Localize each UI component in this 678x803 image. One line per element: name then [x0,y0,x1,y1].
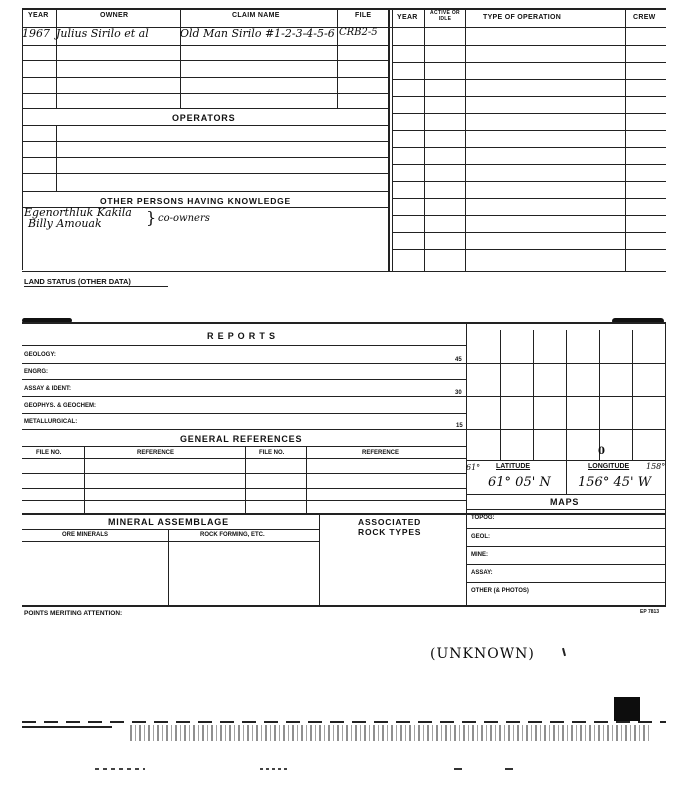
claims-file-header: FILE [355,12,372,19]
mineral-col-divider [168,529,169,606]
quad-grid-row [466,363,665,364]
activity-row-line [392,113,666,114]
report-metallurgical: METALLURGICAL: [24,419,78,425]
operators-row-line [22,173,388,174]
reports-row-line [22,363,466,364]
report-geophys: GEOPHYS. & GEOCHEM: [24,403,97,409]
reports-top-border [22,322,666,324]
associated-label: ASSOCIATED [358,517,422,527]
scan-noise-line [260,768,290,770]
maps-other: OTHER (& PHOTOS) [471,588,529,594]
stray-mark [562,648,566,656]
activity-row-line [392,181,666,182]
operators-row-line [22,157,388,158]
operators-title: OPERATORS [172,113,236,123]
claim-year-entry: 1967 [22,27,50,40]
quad-grid-row [466,396,665,397]
left-border [22,8,23,270]
scan-noise-line [95,768,145,770]
genref-col-divider [245,446,246,513]
activity-row-line [392,147,666,148]
report-metallurgical-num: 15 [456,423,463,429]
lat-degree-left: 61° [466,463,481,472]
points-meriting-label: POINTS MERITING ATTENTION: [24,610,123,617]
longitude-label: LONGITUDE [588,463,630,470]
mineral-bottom-border [22,605,666,607]
reports-row-line [22,429,466,430]
genref-reference-1: REFERENCE [137,450,175,456]
maps-geol: GEOL: [471,534,490,540]
quad-grid-line [632,330,633,460]
mineral-header-line [22,529,319,530]
claims-row-line [22,93,388,94]
maps-line [466,528,665,529]
genref-header-line [22,446,466,447]
reports-header-line [22,345,466,346]
genref-row-line [22,473,466,474]
rock-types-label: ROCK TYPES [358,527,422,537]
genref-file-no-1: FILE NO. [36,450,62,456]
land-status-label: LAND STATUS (OTHER DATA) [24,277,131,286]
other-persons-title: OTHER PERSONS HAVING KNOWLEDGE [100,196,292,206]
maps-line [466,582,665,583]
mineral-subheader-line [22,541,319,542]
latitude-label: LATITUDE [496,463,531,470]
form-number: EP 7813 [640,609,660,615]
claims-row-line [22,108,388,109]
quad-grid-line [599,330,600,460]
assoc-col-divider [319,513,320,606]
activity-row-line [392,215,666,216]
reports-title: R E P O R T S [207,331,276,341]
latlon-divider [566,460,567,494]
scan-block [614,697,640,721]
mineral-assemblage-title: MINERAL ASSEMBLAGE [108,517,229,527]
latitude-value: 61° 05' N [488,475,551,490]
genref-col-divider [84,446,85,513]
scan-noise-band [130,725,650,741]
claims-claim-name-header: CLAIM NAME [232,12,280,19]
activity-year-header: YEAR [397,14,418,21]
claim-owner-entry: Julius Sirilo et al [56,27,149,40]
activity-active-idle-header: ACTIVE OR IDLE [430,10,460,22]
activity-row-line [392,249,666,250]
activity-row-line [392,164,666,165]
claims-year-header: YEAR [28,12,49,19]
reports-row-line [22,396,466,397]
scan-noise-line [22,726,112,728]
operators-header-line [22,125,388,126]
report-assay-num: 30 [455,390,462,396]
activity-row-line [392,62,666,63]
scan-noise-line [22,721,666,723]
reports-row-line [22,413,466,414]
upper-section-bottom [22,271,666,272]
quad-grid-line [533,330,534,460]
genref-reference-2: REFERENCE [362,450,400,456]
activity-row-line [392,96,666,97]
quadrangle-mark: 0 [598,446,605,457]
genref-col-divider [306,446,307,513]
lon-degree-right: 158° [646,462,666,471]
genref-file-no-2: FILE NO. [259,450,285,456]
maps-assay: ASSAY: [471,570,493,576]
other-person-1: Egenorthluk Kakila [24,206,132,219]
maps-mine: MINE: [471,552,488,558]
longitude-value: 156° 45' W [578,475,652,490]
quad-grid-row [466,429,665,430]
unknown-note: (UNKNOWN) [430,646,535,662]
claims-row-line [22,77,388,78]
ore-minerals-label: ORE MINERALS [62,532,109,538]
operators-row-line [22,191,388,192]
activity-crew-header: CREW [633,14,656,21]
claim-file-entry: CRB2-5 [339,27,378,38]
activity-row-line [392,198,666,199]
maps-title: MAPS [550,497,580,507]
maps-line [466,546,665,547]
report-assay: ASSAY & IDENT: [24,386,72,392]
land-status-underline [24,286,168,287]
reports-row-line [22,379,466,380]
report-geology: GEOLOGY: [24,352,56,358]
scan-noise-line [505,768,513,770]
mineral-top-border [22,513,666,515]
claims-row-line [22,45,388,46]
activity-row-line [392,130,666,131]
activity-row-line [392,232,666,233]
genref-row-line [22,458,466,459]
maps-header-line [466,494,665,495]
operators-divider [56,125,57,191]
genref-row-line [22,500,466,501]
operators-row-line [22,141,388,142]
report-geology-num: 45 [455,357,462,363]
maps-line [466,509,665,510]
claims-owner-header: OWNER [100,12,129,19]
quad-grid-line [500,330,501,460]
brace-mark: } [146,208,157,227]
scan-noise-line [454,768,462,770]
rock-forming-label: ROCK FORMING, ETC. [200,532,265,538]
activity-type-header: TYPE OF OPERATION [483,14,562,21]
genref-row-line [22,488,466,489]
claim-name-entry: Old Man Sirilo #1-2-3-4-5-6 [180,27,335,40]
activity-row-line [392,45,666,46]
quad-grid-line [566,330,567,460]
claims-row-line [22,60,388,61]
other-person-2: Billy Amouak [28,217,102,230]
center-double-divider [388,8,390,272]
report-engrg: ENGRG: [24,369,48,375]
activity-row-line [392,79,666,80]
general-references-title: GENERAL REFERENCES [180,434,303,444]
co-owners-note: co-owners [158,213,210,224]
maps-topog: TOPOG: [471,515,495,521]
maps-line [466,564,665,565]
top-border [22,8,666,10]
